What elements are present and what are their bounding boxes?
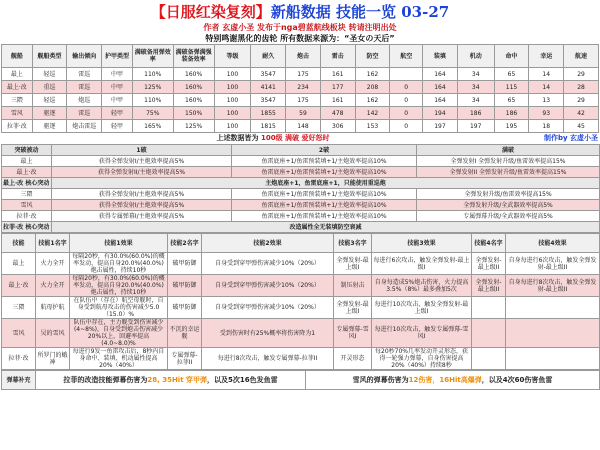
title-text: 新船数据 技能一览 03-27 bbox=[270, 3, 450, 21]
author-credit: 作者 玄虚小圣 发布于nga碧蓝航线板块 转请注明出处 bbox=[203, 23, 397, 32]
stats-cell: 中甲 bbox=[102, 94, 133, 107]
stats-header-cell: 满破备弹满强装备效率 bbox=[173, 45, 214, 68]
skill-header-cell: 技能2效果 bbox=[202, 234, 334, 253]
awaken-cell: 全弹发射II 全弹发射升级/鱼雷效率提高15% bbox=[417, 167, 600, 178]
stats-cell: 3547 bbox=[251, 68, 286, 81]
stats-cell: 100 bbox=[214, 120, 251, 133]
mod-row bbox=[2, 178, 600, 189]
stats-cell: 100 bbox=[214, 81, 251, 94]
stats-cell: 45 bbox=[564, 120, 599, 133]
stats-header-cell: 舰船 bbox=[2, 45, 33, 68]
skill-header-cell: 技能 bbox=[2, 234, 36, 253]
skill-cell bbox=[472, 348, 506, 370]
skill-cell: 每进行10次攻击，触发全弹发射-最上级I bbox=[372, 297, 472, 319]
title-bracket: 【日服红染复刻】 bbox=[150, 3, 271, 21]
stats-cell: 186 bbox=[457, 107, 494, 120]
skill-header-cell: 技能2名字 bbox=[168, 234, 202, 253]
skill-cell: 每进行9发一鱼雷攻击后，8秒内自身命中、装填、机动属性提高20%（40%） bbox=[70, 348, 168, 370]
skill-cell: 队伍中存在，主力舰受到伤害减少(4~8%)，自身受到炮击伤害减少20%以上，回避率提高(4.0~8.0)% bbox=[70, 319, 168, 348]
stats-header-cell: 满破备用弹效率 bbox=[132, 45, 173, 68]
stats-header-cell: 输出倾向 bbox=[67, 45, 102, 68]
stats-cell: 拉菲·改 bbox=[2, 120, 33, 133]
stats-row bbox=[2, 68, 599, 81]
stats-cell: 最上 bbox=[2, 68, 33, 81]
stats-cell: 42 bbox=[564, 107, 599, 120]
stats-cell: 148 bbox=[286, 120, 321, 133]
footer-hl2: 12伤害，16Hit高爆弹 bbox=[408, 375, 482, 384]
skill-cell: 受到伤害时有25%概率将伤害降为1 bbox=[202, 319, 334, 348]
stats-cell: 100 bbox=[214, 94, 251, 107]
stats-cell: 186 bbox=[494, 107, 529, 120]
footer-p4: ，以及4次60伤害鱼雷 bbox=[481, 375, 553, 384]
stats-cell: 59 bbox=[286, 107, 321, 120]
stats-row bbox=[2, 81, 599, 94]
skill-cell: 每隔20秒，有30.0%(60.0%)的概率发动，提高自身20.0%(40.0%)炮击属性，持续10秒 bbox=[70, 253, 168, 275]
stats-cell: 34 bbox=[457, 94, 494, 107]
stats-cell: 轻巡 bbox=[32, 94, 67, 107]
awaken-row bbox=[2, 200, 600, 211]
awaken-header-row bbox=[2, 145, 600, 156]
awaken-cell: 专属弹幕升级/全武器效率提高5% bbox=[417, 211, 600, 222]
awaken-cell: 全弹发射升级/鱼雷效率提高15% bbox=[417, 189, 600, 200]
skill-header-cell: 技能3效果 bbox=[372, 234, 472, 253]
stats-header-cell: 幸运 bbox=[529, 45, 564, 68]
skill-row bbox=[2, 319, 600, 348]
skill-cell: 三隈 bbox=[2, 297, 36, 319]
stats-cell: 125% bbox=[173, 120, 214, 133]
stats-cell: 14 bbox=[529, 81, 564, 94]
awaken-cell: 全弹发射升级/全武器效率提高5% bbox=[417, 200, 600, 211]
stats-cell: 轻甲 bbox=[102, 120, 133, 133]
skill-cell: 破甲防御 bbox=[168, 253, 202, 275]
stats-header-cell: 防空 bbox=[355, 45, 390, 68]
skill-cell: 最上 bbox=[2, 253, 36, 275]
footer-p3: 雪风的弹幕伤害为 bbox=[352, 375, 409, 384]
mod-label: 最上·改 核心突动 bbox=[2, 178, 52, 189]
awaken-cell: 最上·改 bbox=[2, 167, 52, 178]
stats-header-cell: 装填 bbox=[423, 45, 458, 68]
awaken-cell: 鱼雷底座+1/鱼雷预装填+1/主炮效率提高10% bbox=[232, 211, 417, 222]
skill-cell: 全弹发射-最上级II bbox=[472, 253, 506, 275]
stats-cell: 1815 bbox=[251, 120, 286, 133]
stats-header-row bbox=[2, 45, 599, 68]
stats-cell: 驱逐 bbox=[32, 120, 67, 133]
footer-table bbox=[1, 370, 600, 390]
stats-cell: 175 bbox=[286, 68, 321, 81]
awaken-cell: 获得全弹发射I/主炮效率提高5% bbox=[52, 189, 232, 200]
skill-cell: 在队伍中（存在）航空母舰时，自身受到航母攻击的伤害减少5.0（15.0）% bbox=[70, 297, 168, 319]
stats-cell: 0 bbox=[390, 107, 423, 120]
awaken-cell: 最上 bbox=[2, 156, 52, 167]
note-table bbox=[1, 133, 599, 144]
skill-row bbox=[2, 253, 600, 275]
stats-cell: 轻巡 bbox=[32, 68, 67, 81]
stats-cell: 110% bbox=[132, 68, 173, 81]
note-maker: 制作by 玄虚小圣 bbox=[543, 134, 598, 142]
stats-cell: 雷巡 bbox=[67, 107, 102, 120]
stats-cell bbox=[390, 68, 423, 81]
skill-cell: 自身每造成5%炮击伤害，火力提高3.5%（8%）最多叠加5次 bbox=[372, 275, 472, 297]
skill-cell: 每进行8次攻击，触发专属弹幕-拉菲II bbox=[202, 348, 334, 370]
skill-cell: 雪风 bbox=[2, 319, 36, 348]
awaken-cell: 获得全弹发射I/主炮效率提高5% bbox=[52, 156, 232, 167]
stats-cell: 34 bbox=[457, 68, 494, 81]
stats-cell: 160% bbox=[173, 68, 214, 81]
stats-cell: 197 bbox=[423, 120, 458, 133]
skill-cell: 自身受到穿甲弹伤害减少10%（20%） bbox=[202, 297, 334, 319]
skill-cell: 制压射击 bbox=[334, 275, 372, 297]
stats-header-cell: 舰船类型 bbox=[32, 45, 67, 68]
skill-cell: 每20秒70%几率发动开灵形态，获得一轮强力弹幕，自身伤害提高20%（40%）持续8秒 bbox=[372, 348, 472, 370]
awaken-cell: 鱼雷底座+1/鱼雷预装填+1/主炮效率提高10% bbox=[232, 189, 417, 200]
skill-cell bbox=[472, 297, 506, 319]
awaken-cell: 鱼雷底座+1/鱼雷预装填+1/主炮效率提高10% bbox=[232, 200, 417, 211]
stats-cell: 306 bbox=[320, 120, 355, 133]
stats-header-cell: 耐久 bbox=[251, 45, 286, 68]
skill-cell: 全弹发射-最上级I bbox=[334, 253, 372, 275]
note-level: 100级 bbox=[260, 134, 283, 142]
stats-cell: 478 bbox=[320, 107, 355, 120]
skill-cell: 最上·改 bbox=[2, 275, 36, 297]
stats-row bbox=[2, 120, 599, 133]
stats-cell: 13 bbox=[529, 94, 564, 107]
stats-header-cell: 机动 bbox=[457, 45, 494, 68]
stats-cell: 75% bbox=[132, 107, 173, 120]
stats-cell: 208 bbox=[355, 81, 390, 94]
skill-cell: 自身受到穿甲弹伤害减少10%（20%） bbox=[202, 275, 334, 297]
awaken-cell: 三隈 bbox=[2, 189, 52, 200]
stats-cell: 0 bbox=[390, 81, 423, 94]
awaken-cell: 鱼雷底座+1/鱼雷预装填+1/主炮效率提高10% bbox=[232, 167, 417, 178]
stats-row bbox=[2, 94, 599, 107]
stats-cell: 164 bbox=[423, 94, 458, 107]
note-prefix: 上述数据皆为 bbox=[216, 134, 259, 142]
stats-cell: 3547 bbox=[251, 94, 286, 107]
stats-cell: 65 bbox=[494, 68, 529, 81]
special-thanks: 特别鸣谢黑化的齿轮 所有数据来源为：“圣女の天后” bbox=[205, 34, 395, 43]
stats-cell: 161 bbox=[320, 94, 355, 107]
skill-cell: 破甲防御 bbox=[168, 275, 202, 297]
stats-cell: 165% bbox=[132, 120, 173, 133]
mod2-text: 改造属性全无装填防空衰减 bbox=[52, 222, 600, 233]
stats-cell: 驱逐 bbox=[32, 107, 67, 120]
stats-cell: 1855 bbox=[251, 107, 286, 120]
stats-cell: 雪风 bbox=[2, 107, 33, 120]
skill-cell: 所罗门的蛾神 bbox=[36, 348, 70, 370]
awaken-cell: 获得专属弹幕I/主炮效率提高5% bbox=[52, 211, 232, 222]
stats-header-cell: 命中 bbox=[494, 45, 529, 68]
footer-yukikaze bbox=[306, 371, 600, 390]
stats-header-cell: 雷击 bbox=[320, 45, 355, 68]
skill-header-cell: 技能1效果 bbox=[70, 234, 168, 253]
footer-p2: ，以及5次16色发鱼雷 bbox=[207, 375, 278, 384]
awaken-cell: 全弹发射I 全弹发射升级/鱼雷效率提高15% bbox=[417, 156, 600, 167]
stats-cell: 93 bbox=[529, 107, 564, 120]
skill-cell: 专属弹幕-拉菲II bbox=[168, 348, 202, 370]
awaken-h4: 满破 bbox=[417, 145, 600, 156]
stats-cell: 重巡 bbox=[32, 81, 67, 94]
stats-cell: 14 bbox=[529, 68, 564, 81]
footer-label: 弹幕补充 bbox=[2, 371, 36, 390]
skill-row bbox=[2, 297, 600, 319]
awaken-h3: 2破 bbox=[232, 145, 417, 156]
data-note bbox=[1, 133, 599, 144]
awaken-h1: 突破被动 bbox=[2, 145, 52, 156]
stats-cell: 炮巡 bbox=[67, 94, 102, 107]
skill-cell: 吴的雪风 bbox=[36, 319, 70, 348]
stats-cell: 160% bbox=[173, 94, 214, 107]
skill-cell: 每进行6次攻击，触发全弹发射-最上级I bbox=[372, 253, 472, 275]
stats-header-cell: 航速 bbox=[564, 45, 599, 68]
stats-cell: 炮击雷巡 bbox=[67, 120, 102, 133]
stats-cell: 中甲 bbox=[102, 68, 133, 81]
skill-row bbox=[2, 348, 600, 370]
skill-header-cell: 技能3名字 bbox=[334, 234, 372, 253]
skill-row bbox=[2, 275, 600, 297]
awaken-table bbox=[1, 144, 600, 233]
skill-header-cell: 技能4名字 bbox=[472, 234, 506, 253]
stats-cell: 65 bbox=[494, 94, 529, 107]
stats-cell: 110% bbox=[132, 94, 173, 107]
stats-cell: 4141 bbox=[251, 81, 286, 94]
skill-cell: 拉菲·改 bbox=[2, 348, 36, 370]
stats-cell: 177 bbox=[320, 81, 355, 94]
stats-cell: 234 bbox=[286, 81, 321, 94]
awaken-cell: 拉菲·改 bbox=[2, 211, 52, 222]
page-title bbox=[0, 0, 600, 22]
note-tail: 爱好怒时 bbox=[301, 134, 330, 142]
skill-cell: 自身受到穿甲弹伤害减少10%（20%） bbox=[202, 253, 334, 275]
skill-cell bbox=[506, 297, 600, 319]
stats-cell: 195 bbox=[494, 120, 529, 133]
skill-cell: 全弹发射-最上级I bbox=[334, 297, 372, 319]
footer-hl1: 28, 35Hit 穿甲弹 bbox=[147, 375, 207, 384]
stats-header-cell: 炮击 bbox=[286, 45, 321, 68]
page-header bbox=[0, 0, 600, 44]
stats-header-cell: 航空 bbox=[390, 45, 423, 68]
stats-cell: 197 bbox=[457, 120, 494, 133]
skill-cell: 破甲防御 bbox=[168, 297, 202, 319]
stats-cell: 轻甲 bbox=[102, 107, 133, 120]
stats-header-cell: 护甲类型 bbox=[102, 45, 133, 68]
awaken-h2: 1破 bbox=[52, 145, 232, 156]
mod2-row bbox=[2, 222, 600, 233]
skills-table bbox=[1, 233, 600, 370]
footer-p1: 拉菲的改造技能弹幕伤害为 bbox=[63, 375, 148, 384]
skill-cell bbox=[472, 319, 506, 348]
stats-cell: 150% bbox=[173, 107, 214, 120]
skill-cell: 全弹发射-最上级II bbox=[472, 275, 506, 297]
awaken-cell: 获得全弹发射II/主炮效率提高5% bbox=[52, 167, 232, 178]
stats-cell: 18 bbox=[529, 120, 564, 133]
stats-cell: 142 bbox=[355, 107, 390, 120]
stats-cell: 28 bbox=[564, 81, 599, 94]
stats-cell: 164 bbox=[423, 68, 458, 81]
stats-cell: 175 bbox=[286, 94, 321, 107]
stats-cell: 雷巡 bbox=[67, 68, 102, 81]
skill-cell bbox=[506, 319, 600, 348]
stats-cell: 三隈 bbox=[2, 94, 33, 107]
awaken-row bbox=[2, 211, 600, 222]
skills-header-row bbox=[2, 234, 600, 253]
skill-cell: 航母护航 bbox=[36, 297, 70, 319]
stats-cell: 115 bbox=[494, 81, 529, 94]
mod2-label: 拉菲·改 核心突动 bbox=[2, 222, 52, 233]
footer-laffey bbox=[36, 371, 306, 390]
skill-cell: 火力全开 bbox=[36, 253, 70, 275]
skill-cell: 火力全开 bbox=[36, 275, 70, 297]
skill-cell: 专属弹幕-雪风I bbox=[334, 319, 372, 348]
awaken-row bbox=[2, 189, 600, 200]
stats-cell: 160% bbox=[173, 81, 214, 94]
stats-cell: 中甲 bbox=[102, 81, 133, 94]
awaken-row bbox=[2, 156, 600, 167]
skill-cell: 开灵形态 bbox=[334, 348, 372, 370]
skill-header-cell: 技能4效果 bbox=[506, 234, 600, 253]
stats-cell: 164 bbox=[423, 81, 458, 94]
stats-cell: 125% bbox=[132, 81, 173, 94]
stats-cell: 0 bbox=[390, 94, 423, 107]
awaken-cell: 获得全弹发射I/主炮效率提高5% bbox=[52, 200, 232, 211]
stats-table bbox=[1, 44, 599, 133]
stats-cell: 194 bbox=[423, 107, 458, 120]
stats-cell: 34 bbox=[457, 81, 494, 94]
stats-header-cell: 等级 bbox=[214, 45, 251, 68]
skill-cell bbox=[506, 348, 600, 370]
stats-cell: 100 bbox=[214, 107, 251, 120]
note-limit: 满破 bbox=[285, 134, 300, 142]
stats-cell: 100 bbox=[214, 68, 251, 81]
skill-cell: 自身每进行6次攻击，触发全弹发射-最上级II bbox=[506, 253, 600, 275]
stats-cell: 29 bbox=[564, 68, 599, 81]
stats-cell: 0 bbox=[390, 120, 423, 133]
awaken-row bbox=[2, 167, 600, 178]
stats-cell: 最上·改 bbox=[2, 81, 33, 94]
stats-cell: 29 bbox=[564, 94, 599, 107]
skill-cell: 自身每进行8次攻击，触发全弹发射-最上级II bbox=[506, 275, 600, 297]
skill-cell: 不沉的幸运舰 bbox=[168, 319, 202, 348]
skill-cell: 每隔20秒，有30.0%(60.0%)的概率发动，提高自身20.0%(40.0%)炮击属性，持续10秒 bbox=[70, 275, 168, 297]
stats-cell: 153 bbox=[355, 120, 390, 133]
skill-header-cell: 技能1名字 bbox=[36, 234, 70, 253]
awaken-cell: 雪风 bbox=[2, 200, 52, 211]
stats-cell: 162 bbox=[355, 94, 390, 107]
mod-text: 主炮底座+1，鱼雷底座+1，只能使用重巡炮 bbox=[52, 178, 600, 189]
stats-row bbox=[2, 107, 599, 120]
skill-cell: 每进行10次攻击，触发专属弹幕-雪风I bbox=[372, 319, 472, 348]
stats-cell: 161 bbox=[320, 68, 355, 81]
stats-cell: 雷巡 bbox=[67, 81, 102, 94]
awaken-cell: 鱼雷底座+1/鱼雷预装填+1/主炮效率提高10% bbox=[232, 156, 417, 167]
stats-cell: 162 bbox=[355, 68, 390, 81]
